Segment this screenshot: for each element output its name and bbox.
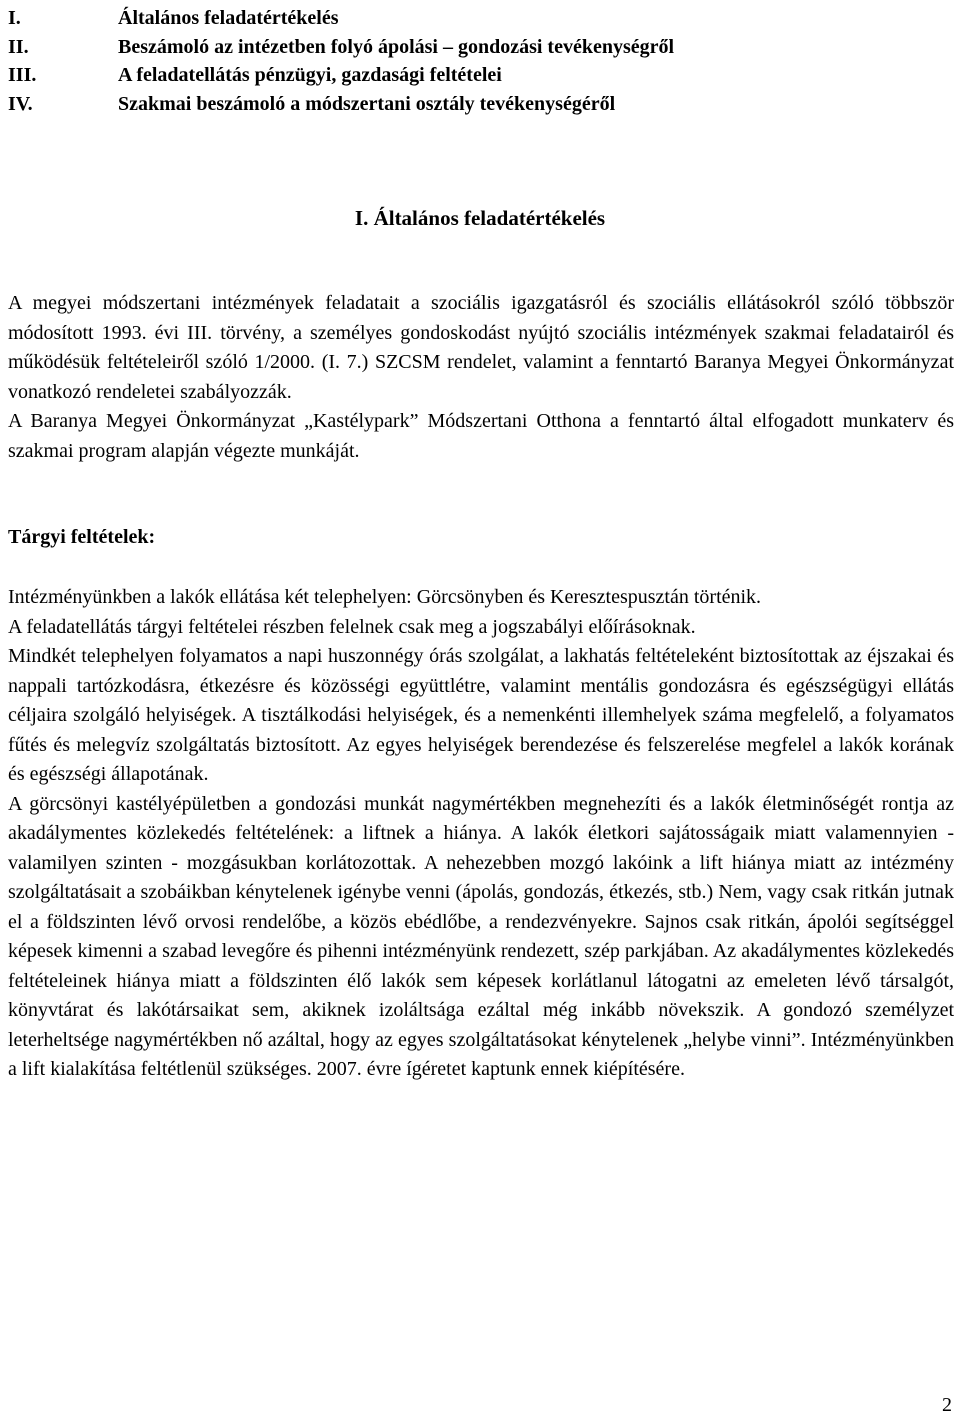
toc-item-2 — [8, 33, 908, 62]
paragraph: A feladatellátás tárgyi feltételei részben felelnek csak meg a jogszabályi előírásoknak. — [8, 615, 696, 638]
toc-number: II. — [8, 35, 29, 58]
toc-title: Beszámoló az intézetben folyó ápolási – gondozási tevékenységről — [118, 35, 675, 58]
table-of-contents — [8, 4, 908, 118]
paragraph: A megyei módszertani intézmények feladatait a szociális igazgatásról és szociális ellátásokról szóló többször módosított 1993. évi III. törvény, a személyes gondoskodást nyújtó szociális intézmények szakmai feladatairól és működésük feltételeiről szóló 1/2000. (I. 7.) SZCSM rendelet, valamint a fenntartó Baranya Megyei Önkormányzat vonatkozó rendeletei szabályozzák. — [8, 292, 954, 403]
toc-number: I. — [8, 7, 21, 29]
toc-item-3 — [8, 61, 908, 90]
page-number: 2 — [942, 1394, 952, 1416]
toc-title: Általános feladatértékelés — [118, 7, 339, 29]
facilities-text — [8, 583, 954, 1085]
intro-text — [8, 289, 954, 466]
toc-item-4 — [8, 90, 908, 119]
toc-number: IV. — [8, 92, 33, 115]
section-heading: I. Általános feladatértékelés — [354, 206, 606, 230]
paragraph: Mindkét telephelyen folyamatos a napi huszonnégy órás szolgálat, a lakhatás feltételeként biztosítottak az éjszakai és nappali tartózkodásra, étkezésre és közösségi együttlétre, valamint mentális gondozásra és egészségügyi ellátás céljaira szolgáló helyiségek. A tisztálkodási helyiségek, és a nemenkénti illemhelyek száma megfelelő, a folyamatos fűtés és melegvíz szolgáltatás biztosított. Az egyes helyiségek berendezése és felszerelése megfelel a lakók korának és egészségi állapotának. — [8, 645, 954, 785]
paragraph: A görcsönyi kastélyépületben a gondozási munkát nagymértékben megnehezíti és a lakók életminőségét rontja az akadálymentes közlekedés feltételének: a liftnek a hiánya. A lakók életkori sajátosságaik miatt valamennyien - valamilyen szinten - mozgásukban korlátozottak. A nehezebben mozgó lakóink a lift hiánya miatt az intézmény szolgáltatásait a szobáikban kénytelenek igénybe venni (ápolás, gondozás, étkezés, stb.) Nem, vagy csak ritkán jutnak el a földszinten lévő orvosi rendelőbe, a közös ebédlőbe, a rendezvényekre. Sajnos csak ritkán, ápolói segítséggel képesek kimenni a szabad levegőre és pihenni intézményünk rendezett, szép parkjában. Az akadálymentes közlekedés feltételeinek hiánya miatt a földszinten élő lakók sem képesek korlátlanul látogatni az emeleten lévő társalgót, könyvtárat és lakótársaikat sem, akiknek izoláltsága ezáltal még inkább növekszik. A gondozó személyzet leterheltsége nagymértékben nő azáltal, hogy az egyes szolgáltatásokat kénytelenek „helybe vinni”. Intézményünkben a lift kialakítása feltétlenül szükséges. 2007. évre ígéretet kaptunk ennek kiépítésére. — [8, 792, 954, 1080]
paragraph: A Baranya Megyei Önkormányzat „Kastélypark” Módszertani Otthona a fenntartó által elfogadott munkaterv és szakmai program alapján végezte munkáját. — [8, 410, 954, 462]
toc-item-1 — [8, 4, 908, 33]
toc-title: A feladatellátás pénzügyi, gazdasági feltételei — [118, 64, 502, 86]
sub-heading: Tárgyi feltételek: — [8, 526, 156, 548]
toc-number: III. — [8, 64, 37, 86]
toc-title: Szakmai beszámoló a módszertani osztály tevékenységéről — [118, 92, 616, 115]
paragraph: Intézményünkben a lakók ellátása két telephelyen: Görcsönyben és Keresztespusztán történik. — [8, 586, 762, 608]
